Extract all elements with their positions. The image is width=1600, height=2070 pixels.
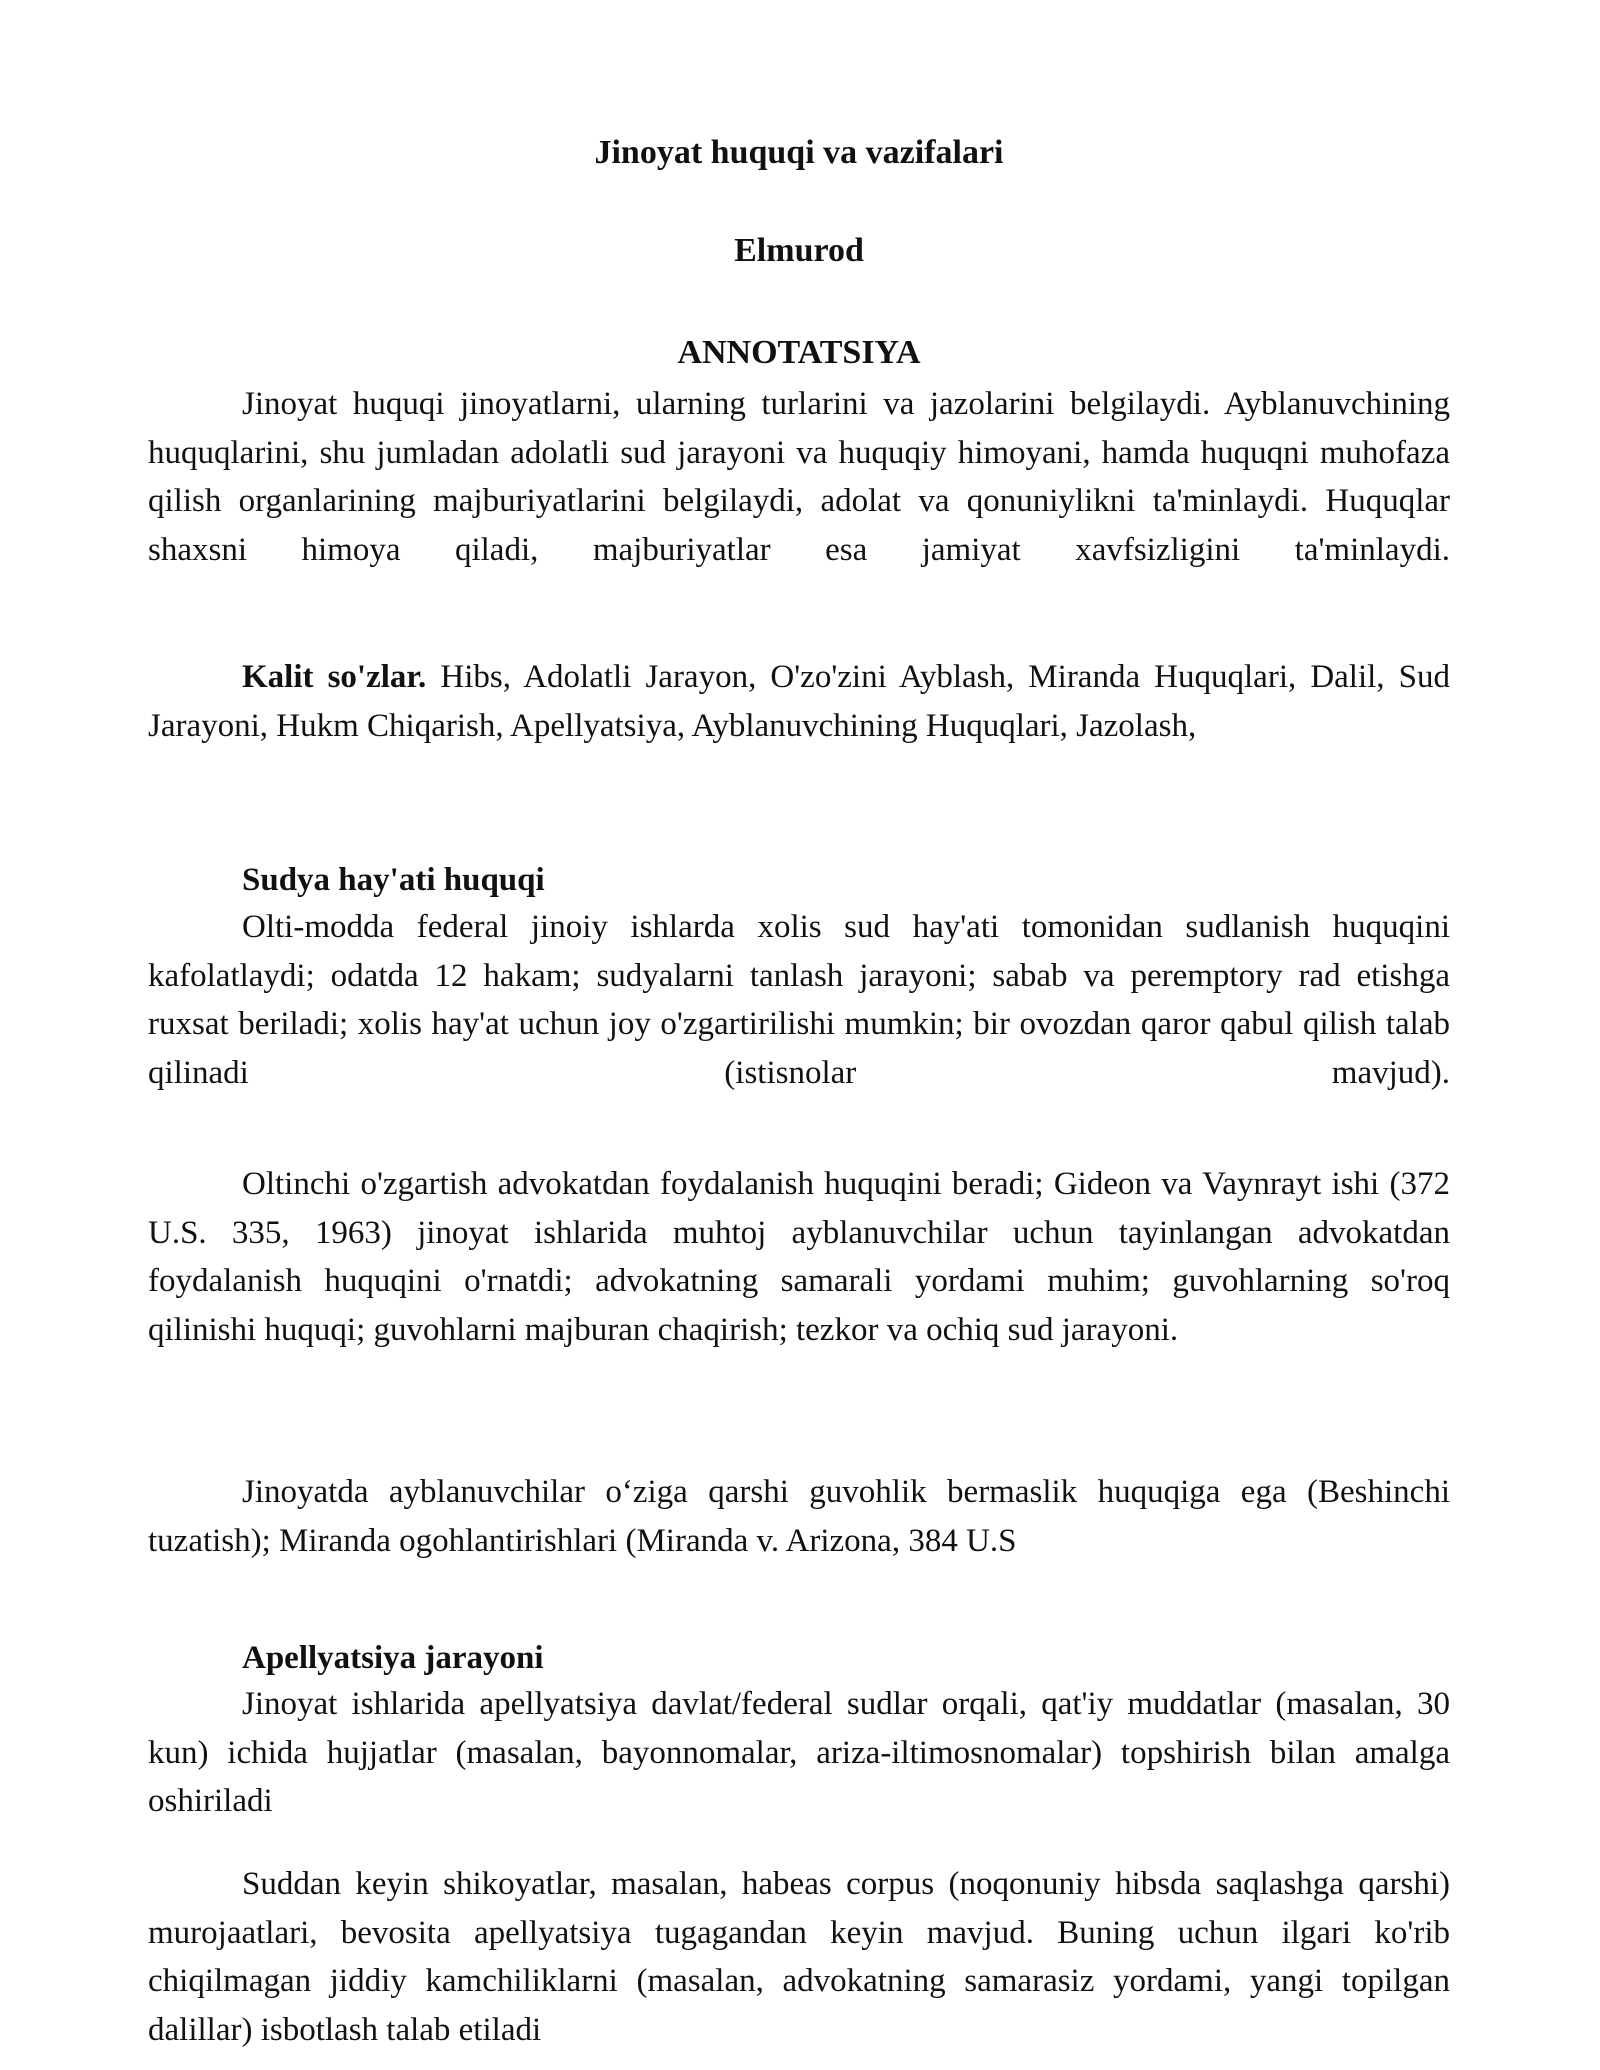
- section-jury-paragraph-3: Jinoyatda ayblanuvchilar o‘ziga qarshi guvohlik bermaslik huquqiga ega (Beshinchi tuzatish); Miranda ogohlantirishlari (Miranda v. Arizona, 384 U.S: [148, 1474, 1450, 1559]
- keywords-text: Hibs, Adolatli Jarayon, O'zo'zini Ayblash, Miranda Huquqlari, Dalil, Sud Jarayoni, Hukm Chiqarish, Apellyatsiya, Ayblanuvchining Huquqlari, Jazolash,: [148, 659, 1450, 744]
- annotation-heading: ANNOTATSIYA: [677, 334, 921, 371]
- annotation-paragraph: Jinoyat huquqi jinoyatlarni, ularning turlarini va jazolarini belgilaydi. Ayblanuvchining huquqlarini, shu jumladan adolatli sud jarayoni va huquqiy himoyani, hamda huquqni muhofaza qilish organlarining majburiyatlarini belgilaydi, adolat va qonuniylikni ta'minlaydi. Huquqlar shaxsni himoya qiladi, majburiyatlar esa jamiyat xavfsizligini ta'minlaydi.: [148, 386, 1450, 568]
- section-jury-paragraph-2: Oltinchi o'zgartish advokatdan foydalanish huquqini beradi; Gideon va Vaynrayt ishi (372 U.S. 335, 1963) jinoyat ishlarida muhtoj ayblanuvchilar uchun tayinlangan advokatdan foydalanish huquqini o'rnatdi; advokatning samarali yordami muhim; guvohlarning so'roq qilinishi huquqi; guvohlarni majburan chaqirish; tezkor va ochiq sud jarayoni.: [148, 1166, 1450, 1348]
- author-name: Elmurod: [734, 232, 864, 269]
- keywords-label: Kalit so'zlar.: [242, 659, 427, 695]
- section-appeal-paragraph-2: Suddan keyin shikoyatlar, masalan, habeas corpus (noqonuniy hibsda saqlashga qarshi) murojaatlari, bevosita apellyatsiya tugagandan keyin mavjud. Buning uchun ilgari ko'rib chiqilmagan jiddiy kamchiliklarni (masalan, advokatning samarasiz yordami, yangi topilgan dalillar) isbotlash talab etiladi: [148, 1866, 1450, 2048]
- section-jury-paragraph-1: Olti-modda federal jinoiy ishlarda xolis sud hay'ati tomonidan sudlanish huquqini kafolatlaydi; odatda 12 hakam; sudyalarni tanlash jarayoni; sabab va peremptory rad etishga ruxsat beriladi; xolis hay'at uchun joy o'zgartirilishi mumkin; bir ovozdan qaror qabul qilish talab qilinadi (istisnolar mavjud).: [148, 909, 1450, 1091]
- keywords-paragraph: [148, 653, 1450, 750]
- section-appeal-paragraph-1: Jinoyat ishlarida apellyatsiya davlat/federal sudlar orqali, qat'iy muddatlar (masalan, 30 kun) ichida hujjatlar (masalan, bayonnomalar, ariza-iltimosnomalar) topshirish bilan amalga oshiriladi: [148, 1686, 1450, 1819]
- section-heading-appeal: Apellyatsiya jarayoni: [242, 1640, 544, 1676]
- section-heading-jury: Sudya hay'ati huquqi: [242, 862, 545, 898]
- document-title: Jinoyat huquqi va vazifalari: [594, 134, 1004, 171]
